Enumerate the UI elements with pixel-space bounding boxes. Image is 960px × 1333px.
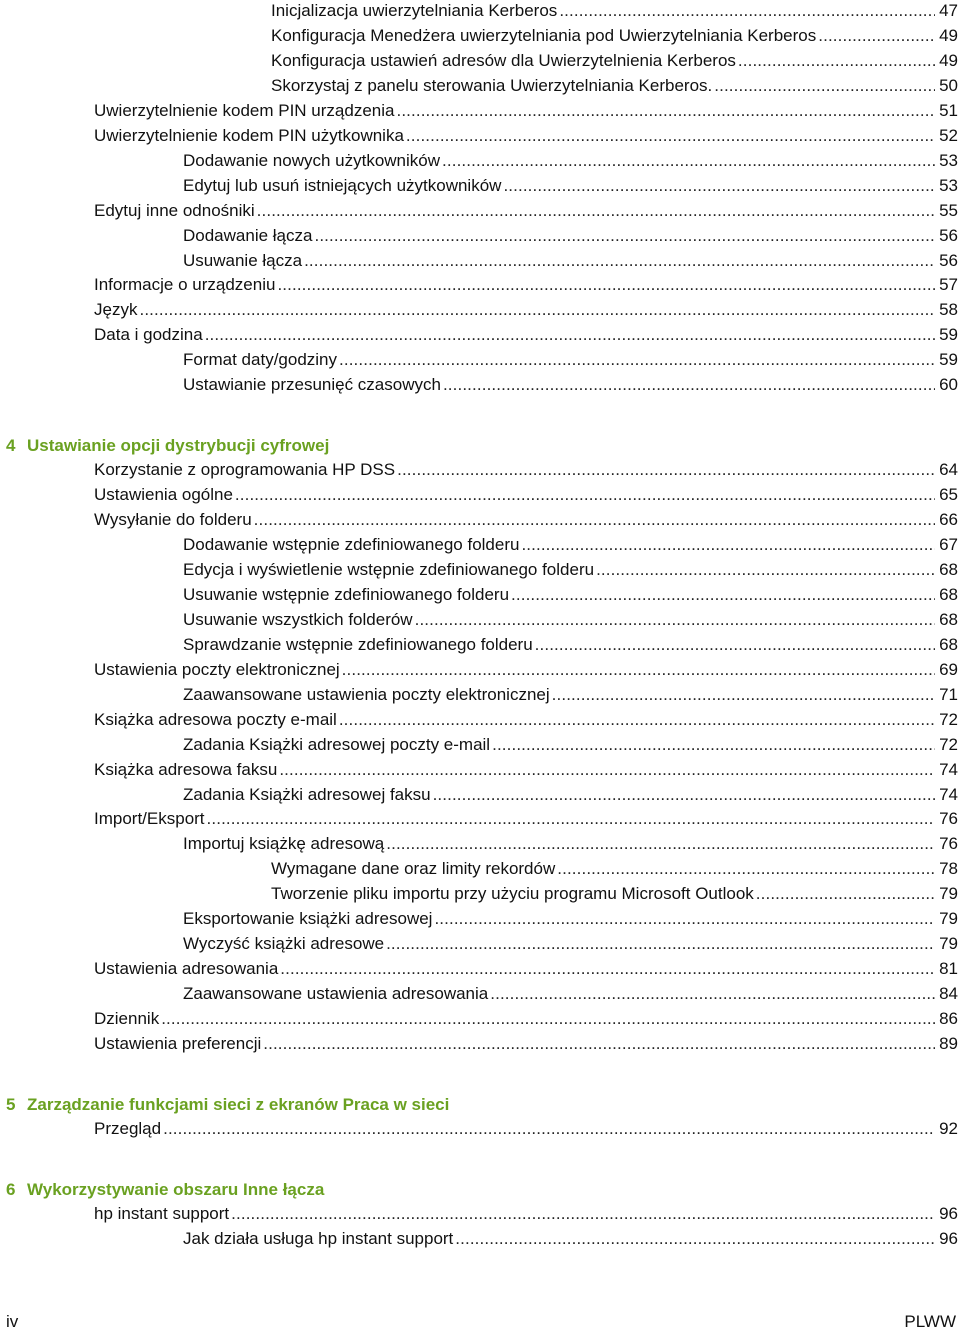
toc-page-number: 66: [939, 510, 958, 530]
toc-entry-title: Przegląd: [94, 1118, 162, 1138]
dot-leader: [163, 1118, 935, 1140]
toc-entry[interactable]: [94, 709, 958, 731]
toc-entry-title: Import/Eksport: [94, 809, 205, 829]
toc-page-number: 69: [939, 659, 958, 679]
dot-leader: [257, 200, 935, 222]
toc-entry[interactable]: [183, 150, 958, 172]
dot-leader: [397, 459, 935, 481]
dot-leader: [818, 25, 935, 47]
toc-entry-title: Format daty/godziny: [183, 350, 338, 370]
dot-leader: [552, 684, 935, 706]
toc-entry[interactable]: [183, 833, 958, 855]
toc-page-number: 53: [939, 175, 958, 195]
dot-leader: [207, 808, 936, 830]
toc-page-number: 74: [939, 784, 958, 804]
toc-entry[interactable]: [183, 559, 958, 581]
toc-page-number: 49: [939, 25, 958, 45]
dot-leader: [254, 509, 935, 531]
dot-leader: [738, 50, 935, 72]
toc-entry[interactable]: [271, 0, 958, 22]
toc-page-number: 68: [939, 559, 958, 579]
dot-leader: [490, 983, 935, 1005]
dot-leader: [280, 958, 935, 980]
toc-entry-title: Jak działa usługa hp instant support: [183, 1228, 454, 1248]
toc-page-number: 79: [939, 934, 958, 954]
toc-page-number: 84: [939, 984, 958, 1004]
toc-entry-title: Ustawienia poczty elektronicznej: [94, 659, 340, 679]
toc-entry[interactable]: [94, 1118, 958, 1140]
dot-leader: [235, 484, 935, 506]
dot-leader: [406, 125, 935, 147]
toc-entry[interactable]: [94, 299, 958, 321]
toc-entry-title: Importuj książkę adresową: [183, 834, 385, 854]
dot-leader: [304, 250, 935, 272]
toc-page-number: 59: [939, 350, 958, 370]
dot-leader: [279, 759, 935, 781]
toc-entry[interactable]: [183, 684, 958, 706]
dot-leader: [442, 150, 935, 172]
toc-entry[interactable]: [183, 933, 958, 955]
toc-entry-title: Edycja i wyświetlenie wstępnie zdefiniowanego folderu: [183, 559, 595, 579]
dot-leader: [443, 374, 935, 396]
toc-page-number: 49: [939, 50, 958, 70]
toc-page-number: 60: [939, 375, 958, 395]
dot-leader: [521, 534, 935, 556]
toc-entry[interactable]: [271, 75, 958, 97]
toc-page-number: 68: [939, 609, 958, 629]
toc-entry[interactable]: [183, 534, 958, 556]
toc-entry[interactable]: [94, 759, 958, 781]
toc-page-number: 68: [939, 634, 958, 654]
toc-page-number: 51: [939, 100, 958, 120]
toc-entry[interactable]: [183, 175, 958, 197]
toc-entry-title: Usuwanie wszystkich folderów: [183, 609, 413, 629]
toc-entry-title: Konfiguracja ustawień adresów dla Uwierzytelnienia Kerberos: [271, 50, 736, 70]
dot-leader: [756, 883, 935, 905]
toc-page-number: 50: [939, 75, 958, 95]
toc-entry-title: Wymagane dane oraz limity rekordów: [271, 859, 556, 879]
toc-entry[interactable]: [183, 983, 958, 1005]
toc-entry-title: Dziennik: [94, 1009, 160, 1029]
toc-entry[interactable]: [183, 1228, 958, 1250]
toc-entry[interactable]: [183, 908, 958, 930]
toc-entry[interactable]: [183, 374, 958, 396]
toc-entry-title: Ustawienia preferencji: [94, 1034, 262, 1053]
dot-leader: [559, 0, 935, 22]
toc-entry[interactable]: [94, 1033, 958, 1055]
dot-leader: [511, 584, 935, 606]
dot-leader: [339, 349, 935, 371]
dot-leader: [263, 1033, 935, 1055]
toc-page-number: 68: [939, 584, 958, 604]
toc-entry-title: Informacje o urządzeniu: [94, 275, 276, 295]
chapter-heading[interactable]: [6, 434, 329, 458]
toc-entry[interactable]: [94, 125, 958, 147]
dot-leader: [231, 1203, 935, 1225]
toc-entry-title: Dodawanie nowych użytkowników: [183, 150, 441, 170]
toc-entry-title: Ustawienia adresowania: [94, 959, 279, 979]
toc-entry[interactable]: [271, 858, 958, 880]
toc-entry-title: Uwierzytelnienie kodem PIN użytkownika: [94, 125, 404, 145]
toc-entry[interactable]: [271, 883, 958, 905]
toc-entry[interactable]: [94, 100, 958, 122]
toc-entry-title: Dodawanie wstępnie zdefiniowanego folderu: [183, 535, 520, 554]
toc-entry-title: Tworzenie pliku importu przy użyciu programu Microsoft Outlook: [271, 884, 754, 904]
toc-page-number: 67: [939, 535, 958, 554]
toc-entry-title: Zaawansowane ustawienia adresowania: [183, 984, 489, 1004]
dot-leader: [342, 659, 935, 681]
toc-page-number: 89: [939, 1034, 958, 1053]
toc-page-number: 56: [939, 225, 958, 245]
toc-entry-title: Zaawansowane ustawienia poczty elektronicznej: [183, 684, 550, 704]
toc-page-number: 56: [939, 250, 958, 270]
toc-page-number: 72: [939, 709, 958, 729]
dot-leader: [503, 175, 935, 197]
page-number: iv: [6, 1312, 19, 1331]
toc-page-number: 53: [939, 150, 958, 170]
toc-page-number: 96: [939, 1203, 958, 1223]
toc-entry[interactable]: [183, 225, 958, 247]
toc-entry-title: Język: [94, 300, 138, 320]
dot-leader: [386, 833, 935, 855]
dot-leader: [433, 784, 936, 806]
toc-entry-title: hp instant support: [94, 1203, 230, 1223]
toc-entry-title: Eksportowanie książki adresowej: [183, 909, 433, 929]
toc-entry[interactable]: [271, 25, 958, 47]
chapter-number: 5: [6, 1094, 16, 1114]
toc-entry[interactable]: [271, 50, 958, 72]
dot-leader: [557, 858, 935, 880]
toc-entry-title: Korzystanie z oprogramowania HP DSS: [94, 460, 396, 480]
dot-leader: [161, 1008, 935, 1030]
toc-page-number: 76: [939, 809, 958, 829]
toc-page-number: 74: [939, 759, 958, 779]
toc-entry-title: Wysyłanie do folderu: [94, 510, 252, 530]
dot-leader: [396, 100, 935, 122]
toc-page-number: 76: [939, 834, 958, 854]
toc-entry[interactable]: [94, 459, 958, 481]
dot-leader: [205, 324, 935, 346]
dot-leader: [535, 634, 935, 656]
toc-page-number: 64: [939, 460, 958, 480]
toc-entry[interactable]: [94, 659, 958, 681]
toc-page-number: 57: [939, 275, 958, 295]
toc-page-number: 65: [939, 485, 958, 505]
toc-page-number: 92: [939, 1118, 958, 1138]
toc-entry[interactable]: [183, 250, 958, 272]
toc-entry[interactable]: [94, 1008, 958, 1030]
toc-entry-title: Książka adresowa faksu: [94, 759, 278, 779]
toc-page-number: 58: [939, 300, 958, 320]
toc-entry[interactable]: [183, 609, 958, 631]
toc-entry[interactable]: [94, 509, 958, 531]
toc-entry-title: Uwierzytelnienie kodem PIN urządzenia: [94, 100, 395, 120]
chapter-heading[interactable]: [6, 1093, 449, 1117]
toc-entry-title: Sprawdzanie wstępnie zdefiniowanego folderu: [183, 634, 533, 654]
toc-entry[interactable]: [183, 584, 958, 606]
toc-page-number: 47: [939, 1, 958, 20]
toc-page-number: 72: [939, 734, 958, 754]
chapter-title: Ustawianie opcji dystrybucji cyfrowej: [27, 436, 330, 456]
toc-entry-title: Wyczyść książki adresowe: [183, 934, 385, 954]
chapter-title: Zarządzanie funkcjami sieci z ekranów Praca w sieci: [27, 1094, 450, 1114]
toc-page-number: 86: [939, 1009, 958, 1029]
toc-entry[interactable]: [94, 324, 958, 346]
toc-entry-title: Skorzystaj z panelu sterowania Uwierzytelniania Kerberos.: [271, 75, 713, 95]
dot-leader: [596, 559, 935, 581]
toc-entry-title: Ustawienia ogólne: [94, 485, 233, 505]
toc-entry[interactable]: [183, 784, 958, 806]
toc-entry[interactable]: [183, 734, 958, 756]
footer-label: PLWW: [904, 1312, 956, 1331]
toc-entry-title: Konfiguracja Menedżera uwierzytelniania pod Uwierzytelniania Kerberos: [271, 25, 817, 45]
toc-entry-title: Dodawanie łącza: [183, 225, 313, 245]
dot-leader: [415, 609, 935, 631]
toc-page-number: 52: [939, 125, 958, 145]
toc-entry-title: Zadania Książki adresowej poczty e-mail: [183, 734, 491, 754]
dot-leader: [455, 1228, 935, 1250]
toc-entry-title: Usuwanie wstępnie zdefiniowanego folderu: [183, 584, 510, 604]
toc-entry-title: Usuwanie łącza: [183, 250, 303, 270]
toc-entry[interactable]: [94, 808, 958, 830]
toc-page-number: 96: [939, 1228, 958, 1248]
dot-leader: [386, 933, 935, 955]
chapter-number: 6: [6, 1179, 16, 1199]
dot-leader: [492, 734, 935, 756]
toc-entry[interactable]: [183, 349, 958, 371]
toc-entry-title: Ustawianie przesunięć czasowych: [183, 375, 441, 395]
dot-leader: [434, 908, 935, 930]
toc-entry-title: Edytuj lub usuń istniejących użytkowników: [183, 175, 502, 195]
toc-entry[interactable]: [94, 484, 958, 506]
toc-entry[interactable]: [94, 200, 958, 222]
toc-page-number: 79: [939, 909, 958, 929]
dot-leader: [277, 274, 935, 296]
toc-page-number: 55: [939, 200, 958, 220]
toc-entry-title: Data i godzina: [94, 325, 203, 345]
toc-page-number: 78: [939, 859, 958, 879]
dot-leader: [339, 709, 935, 731]
dot-leader: [139, 299, 935, 321]
toc-entry[interactable]: [94, 1203, 958, 1225]
chapter-number: 4: [6, 436, 16, 456]
dot-leader: [714, 75, 935, 97]
toc-entry-title: Książka adresowa poczty e-mail: [94, 709, 337, 729]
toc-page-number: 79: [939, 884, 958, 904]
toc-page-number: 59: [939, 325, 958, 345]
toc-entry[interactable]: [94, 958, 958, 980]
toc-page-number: 81: [939, 959, 958, 979]
toc-entry[interactable]: [183, 634, 958, 656]
toc-entry-title: Edytuj inne odnośniki: [94, 200, 255, 220]
dot-leader: [314, 225, 935, 247]
chapter-heading[interactable]: [6, 1178, 324, 1202]
toc-page-number: 71: [939, 684, 958, 704]
chapter-title: Wykorzystywanie obszaru Inne łącza: [27, 1179, 325, 1199]
toc-entry-title: Inicjalizacja uwierzytelniania Kerberos: [271, 1, 558, 20]
toc-entry-title: Zadania Książki adresowej faksu: [183, 784, 431, 804]
toc-entry[interactable]: [94, 274, 958, 296]
